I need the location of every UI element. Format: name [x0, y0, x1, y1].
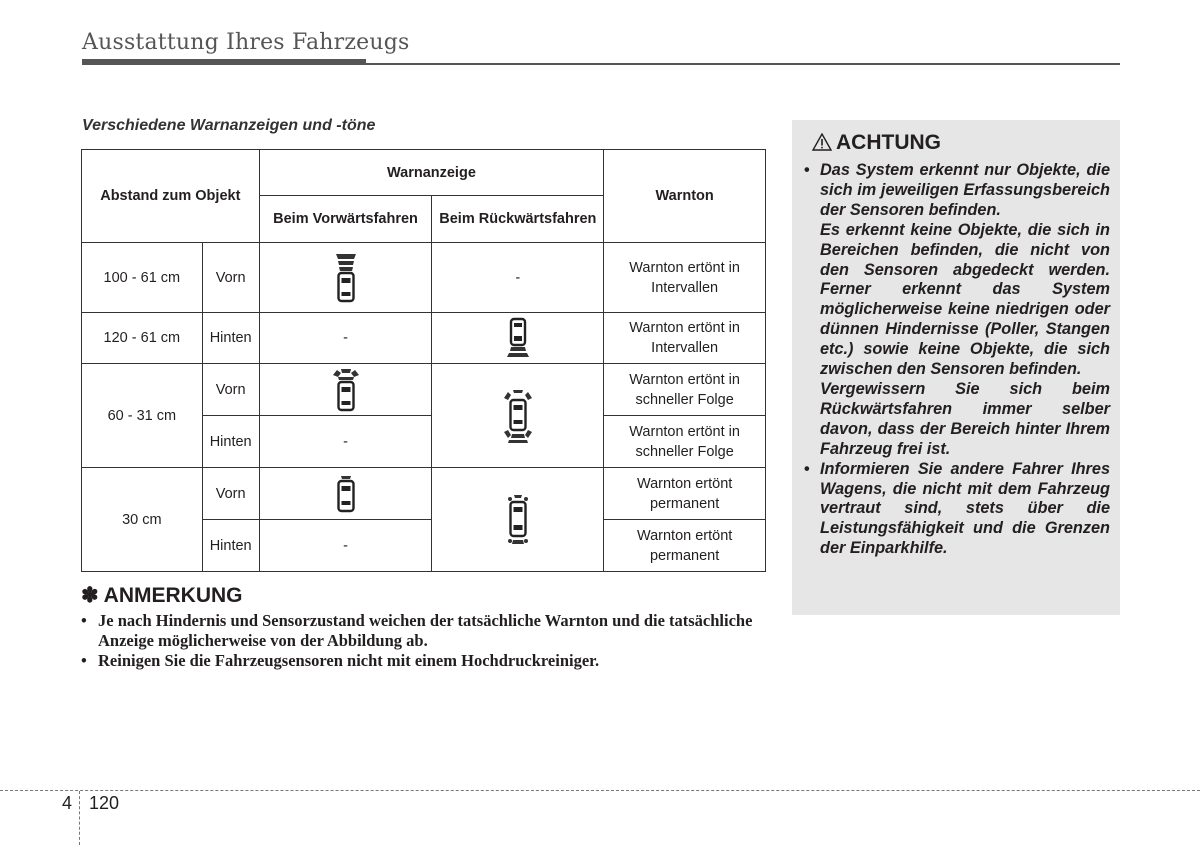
footer-rule [0, 790, 1200, 791]
forward-cell: - [259, 416, 432, 468]
header-tone: Warnton [604, 150, 766, 243]
car-front-near-icon [259, 468, 432, 520]
distance-cell: 120 - 61 cm [82, 313, 203, 364]
car-rear-sensors-icon [432, 313, 604, 364]
table-row [82, 468, 766, 520]
warning-title: ACHTUNG [836, 131, 941, 154]
warning-triangle-icon [812, 133, 832, 151]
table-row [82, 364, 766, 416]
position-cell: Vorn [202, 243, 259, 313]
car-all-sensors-icon [432, 364, 604, 468]
warning-item [802, 161, 1110, 460]
tone-cell: Warnton ertönt in schneller Folge [604, 416, 766, 468]
note-item: • Reinigen Sie die Fahrzeugsensoren nicht mit einem Hochdruckreiniger. [81, 651, 771, 671]
position-cell: Hinten [202, 520, 259, 572]
table-caption: Verschiedene Warnanzeigen und -töne [82, 117, 376, 134]
page-header-title: Ausstattung Ihres Fahrzeugs [82, 30, 410, 55]
position-cell: Hinten [202, 416, 259, 468]
header-rule [82, 63, 1120, 65]
header-display: Warnanzeige [259, 150, 604, 196]
distance-cell: 60 - 31 cm [82, 364, 203, 468]
chapter-number: 4 [62, 793, 73, 813]
header-forward: Beim Vorwärtsfahren [259, 196, 432, 243]
car-front-corner-sensors-icon [259, 364, 432, 416]
header-distance: Abstand zum Objekt [82, 150, 260, 243]
car-front-sensors-icon [259, 243, 432, 313]
warning-item [802, 460, 1110, 560]
tone-cell: Warnton ertönt in schneller Folge [604, 364, 766, 416]
position-cell: Vorn [202, 364, 259, 416]
warning-list [802, 161, 1110, 559]
warning-table [81, 149, 766, 572]
forward-cell: - [259, 520, 432, 572]
table-row [82, 313, 766, 364]
tone-cell: Warnton ertönt permanent [604, 468, 766, 520]
tone-cell: Warnton ertönt permanent [604, 520, 766, 572]
position-cell: Vorn [202, 468, 259, 520]
distance-cell: 100 - 61 cm [82, 243, 203, 313]
warning-paragraph: • Das System erkennt nur Objekte, die sich im jeweiligen Erfassungsbereich der Sensoren befinden. [820, 161, 1110, 219]
warning-paragraph: • Informieren Sie andere Fahrer Ihres Wagens, die nicht mit dem Fahrzeug vertraut sind, stets über die Leistungsfähigkeit und die Grenzen der Einparkhilfe. [820, 459, 1110, 558]
reverse-cell: - [432, 243, 604, 313]
tone-cell: Warnton ertönt in Intervallen [604, 313, 766, 364]
warning-heading [812, 131, 941, 155]
note-item: • Je nach Hindernis und Sensorzustand weichen der tatsächliche Warnton und die tatsächliche Anzeige möglicherweise von der Abbildung ab. [81, 611, 771, 651]
footer-divider [79, 791, 80, 845]
car-all-near-icon [432, 468, 604, 572]
forward-cell: - [259, 313, 432, 364]
position-cell: Hinten [202, 313, 259, 364]
tone-cell: Warnton ertönt in Intervallen [604, 243, 766, 313]
header-reverse: Beim Rückwärtsfahren [432, 196, 604, 243]
table-row [82, 243, 766, 313]
distance-cell: 30 cm [82, 468, 203, 572]
note-list [81, 611, 771, 671]
note-title: ✽ ANMERKUNG [81, 584, 243, 607]
page-number: 120 [89, 793, 120, 813]
warning-paragraph: Es erkennt keine Objekte, die sich in Bereichen befinden, die nicht von den Sensoren abgedeckt werden. Ferner erkennt das System möglicherweise keine niedrigen oder dünnen Hindernisse (Poller, Stangen etc.) sowie keine Objekte, die sich zwischen den Sensoren befinden. [820, 220, 1110, 379]
warning-paragraph: Vergewissern Sie sich beim Rückwärtsfahren immer selber davon, dass der Bereich hinter Ihrem Fahrzeug frei ist. [820, 379, 1110, 458]
